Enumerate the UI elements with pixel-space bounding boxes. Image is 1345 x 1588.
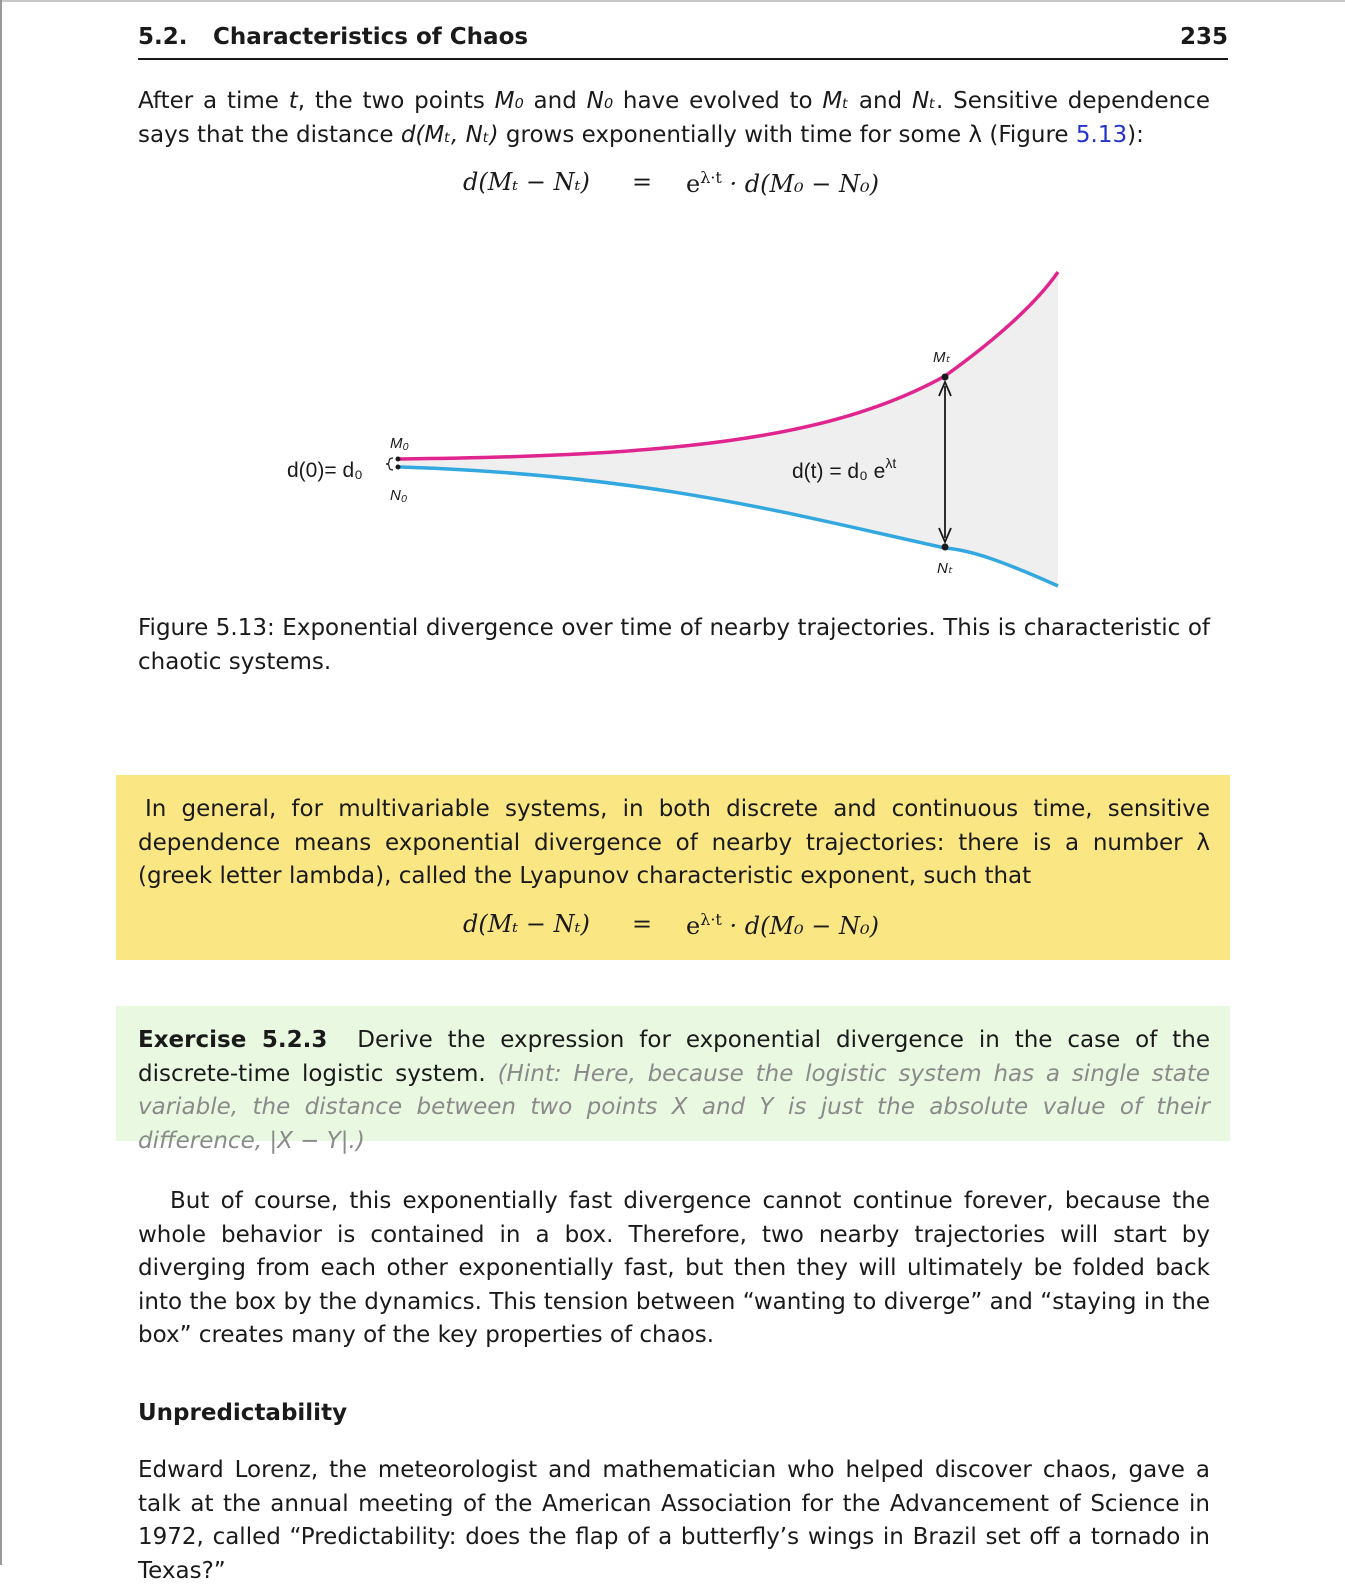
point-mt bbox=[942, 374, 949, 381]
figure-reference-link[interactable]: 5.13 bbox=[1075, 121, 1128, 148]
exercise-text bbox=[138, 1024, 1210, 1158]
exercise-body: Derive the expression for exponential divergence in the case of the discrete-time logistic system. bbox=[138, 1027, 1210, 1087]
paragraph-lorenz: Edward Lorenz, the meteorologist and mathematician who helped discover chaos, gave a talk at the annual meeting of the American Association for the Advancement of Science in 1972, called “Predictability: does the flap of a butterfly’s wings in Brazil set off a tornado in Texas?” bbox=[138, 1457, 1210, 1584]
paragraph-box-limit: But of course, this exponentially fast divergence cannot continue forever, because the whole behavior is contained in a box. Therefore, two nearby trajectories will start by diverging from each other exponentially fast, but then they will ultimately be folded back into the box by the dynamics. This tension between “wanting to diverge” and “staying in the box” creates many of the key properties of chaos. bbox=[138, 1188, 1210, 1348]
initial-distance-label: d(0)= d₀ bbox=[287, 459, 363, 482]
equation-lhs: d(Mₜ − Nₜ) bbox=[463, 168, 590, 196]
section-number: 5.2. bbox=[138, 24, 188, 50]
def-equation-equals: = bbox=[632, 910, 653, 938]
exercise-label: Exercise 5.2.3 bbox=[138, 1027, 328, 1053]
section-title: Characteristics of Chaos bbox=[213, 24, 529, 50]
definition-equation bbox=[0, 910, 1345, 950]
running-header bbox=[138, 22, 1228, 60]
def-equation-rhs: $e^{\lambda\cdot t} \cdot d(M_0 - N_0)$ bbox=[686, 910, 880, 940]
figure-caption: Figure 5.13: Exponential divergence over time of nearby trajectories. This is characteristic of chaotic systems. bbox=[138, 615, 1210, 675]
divergence-region bbox=[400, 272, 1058, 586]
def-equation-lhs: d(Mₜ − Nₜ) bbox=[463, 910, 590, 938]
n0-label: N₀ bbox=[390, 487, 408, 504]
equation-rhs: $e^{\lambda\cdot t} \cdot d(M_0 - N_0)$ bbox=[686, 168, 880, 198]
growth-formula-label: d(t) = d₀ $e^{\lambda t}$ bbox=[792, 455, 897, 483]
page-left-rule bbox=[0, 0, 2, 1565]
point-m0 bbox=[396, 457, 401, 462]
page-top-rule bbox=[0, 0, 1345, 2]
intro-paragraph: After a time t, the two points M₀ and N₀ have evolved to Mₜ and Nₜ. Sensitive dependence says that the distance d(Mₜ, Nₜ) grows exponentially with time for some λ (Figure 5.13): bbox=[138, 88, 1210, 148]
definition-text: In general, for multivariable systems, in both discrete and continuous time, sensitive dependence means exponential divergence of nearby trajectories: there is a number λ (greek letter lambda), called the Lyapunov characteristic exponent, such that bbox=[138, 796, 1210, 889]
m0-label: M₀ bbox=[390, 435, 409, 452]
exercise-hint: (Hint: Here, because the logistic system has a single state variable, the distance between two points X and Y is just the absolute value of their difference, |X − Y|.) bbox=[138, 1060, 1210, 1154]
divergence-figure bbox=[270, 260, 1090, 600]
mt-label: Mₜ bbox=[933, 349, 950, 366]
point-nt bbox=[942, 544, 949, 551]
initial-brace-icon bbox=[386, 458, 393, 470]
section-heading-unpredictability: Unpredictability bbox=[138, 1400, 348, 1426]
nt-label: Nₜ bbox=[937, 560, 953, 577]
equation-equals: = bbox=[632, 168, 653, 196]
point-n0 bbox=[396, 465, 401, 470]
page-number: 235 bbox=[1179, 24, 1228, 50]
divergence-equation bbox=[0, 168, 1345, 208]
